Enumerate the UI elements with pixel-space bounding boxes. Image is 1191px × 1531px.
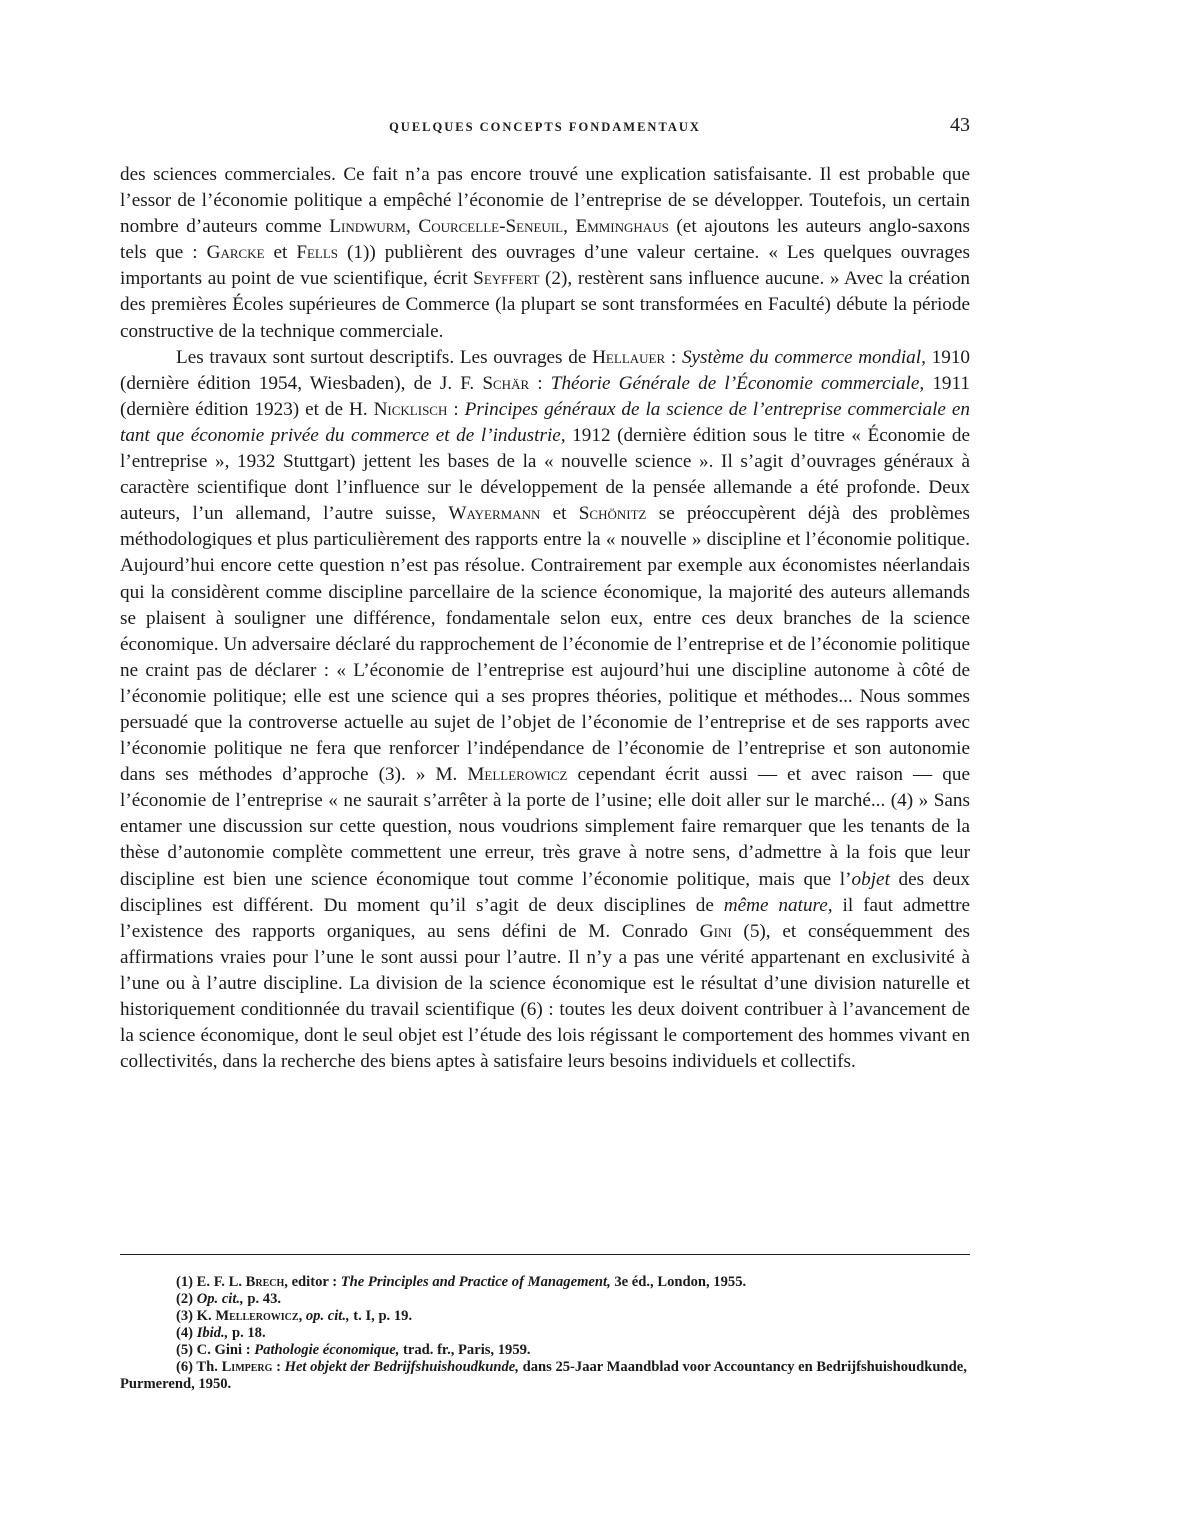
reference: op. cit., — [305, 1308, 350, 1324]
reference: Ibid., — [196, 1325, 229, 1341]
text-run: (5), et conséquemment des affirmations vraies pour l’une le sont aussi pour l’autre. Il n’y a pas une vérité appartenant en exclusivité à l’une ou à l’autre discipline. La division de la science économique est le résultat d’une division naturelle et historiquement conditionnée du travail scientifique (6) : toutes les deux doivent contribuer à l’avancement de la science économique, dont le seul objet est l’étude des lois régissant le comportement des hommes vivant en collectivités, dans la recherche des biens aptes à satisfaire leurs besoins individuels et collectifs. — [120, 920, 970, 1073]
text-run: 3e éd., London, 1955. — [610, 1274, 747, 1290]
footnote-2 — [120, 1291, 970, 1308]
footnote-number: (5) — [176, 1342, 194, 1358]
book-title: Système du commerce mondial, — [681, 346, 926, 368]
text-run: cependant écrit aussi — et avec raison — que l’économie de l’entreprise « ne saurait s’arrêter à la porte de l’usine; elle doit aller sur le marché... (4) » Sans entamer une discussion sur cette question, nous voudrions simplement faire remarquer que les tenants de la thèse d’autonomie complète commettent une erreur, très grave à notre sens, d’admettre à la fois que leur discipline est bien une science économique tout comme l’économie politique, mais que l’ — [120, 764, 970, 890]
running-header — [120, 114, 970, 140]
text-run: se préoccupèrent déjà des problèmes méthodologiques et plus particulièrement des rapports entre la « nouvelle » discipline et l’économie politique. Aujourd’hui encore cette question n’est pas résolue. Contrairement par exemple aux économistes néerlandais qui la considèrent comme discipline parcellaire de la science économique, la majorité des auteurs allemands se plaisent à souligner une différence, fondamentale selon eux, entre ces deux branches de la science économique. Un adversaire déclaré du rapprochement de l’économie de l’entreprise et de l’économie politique ne craint pas de déclarer : « L’économie de l’entreprise est aujourd’hui une discipline autonome à côté de l’économie politique; elle est une science qui a ses propres théories, politique et méthodes... Nous sommes persuadé que la controverse actuelle au sujet de l’objet de l’économie de l’entreprise et de ses rapports avec l’économie politique ne fera que renforcer l’indépendance de l’économie de l’entreprise et son autonomie dans ses méthodes d’approche (3). » M. — [120, 503, 970, 786]
footnote-5 — [120, 1342, 970, 1359]
text-run: dans 25-Jaar Maandblad voor Accountancy en Bedrijfshuishoudkunde, Purmerend, 1950. — [120, 1359, 967, 1392]
text-run: : — [665, 346, 682, 368]
text-run: , — [405, 216, 419, 238]
text-run: (et ajoutons les auteurs anglo-saxons tels que : — [120, 216, 971, 264]
text-run: trad. fr., Paris, 1959. — [399, 1342, 531, 1358]
text-run: , editor : — [284, 1274, 341, 1290]
footnote-rule — [120, 1254, 970, 1255]
author-name: Schär — [482, 372, 530, 394]
text-run: : — [447, 398, 465, 420]
author-name: Gini — [699, 920, 732, 942]
book-title: Het objekt der Bedrijfshuishoudkunde, — [284, 1359, 519, 1375]
footnote-number: (1) — [176, 1274, 194, 1290]
author-name: Schönitz — [578, 503, 647, 525]
text-run: Th. — [193, 1359, 222, 1375]
footnotes — [120, 1274, 970, 1393]
text-run: et — [264, 242, 297, 264]
author-name: Lindwurm — [329, 216, 406, 238]
book-title: Principes généraux de la science de l’entreprise commerciale en tant que économie privée du commerce et de l’industrie, — [120, 398, 970, 446]
author-name: Hellauer — [592, 346, 666, 368]
book-title: Pathologie économique, — [254, 1342, 400, 1358]
author-name: Brech — [245, 1274, 285, 1290]
text-run: p. 43. — [243, 1291, 282, 1307]
footnote-1 — [120, 1274, 970, 1291]
book-title: The Principles and Practice of Management, — [340, 1274, 611, 1290]
text-run: 1910 (dernière édition 1954, Wiesbaden), de J. F. — [120, 346, 970, 394]
text-run: 1911 (dernière édition 1923) et de H. — [120, 372, 970, 420]
text-run: (1)) publièrent des ouvrages d’une valeur certaine. « Les quelques ouvrages importants au point de vue scientifique, écrit — [120, 242, 970, 290]
paragraph-2 — [120, 345, 970, 1076]
footnote-number: (2) — [176, 1291, 194, 1307]
author-name: Mellerowicz — [215, 1308, 299, 1324]
body-text — [120, 162, 970, 1075]
emphasis: même nature, — [723, 894, 833, 916]
author-name: Nicklisch — [373, 398, 448, 420]
text-run: , — [298, 1308, 306, 1324]
author-name: Seyffert — [473, 268, 540, 290]
text-run: , — [563, 216, 576, 238]
text-run: 1912 (dernière édition sous le titre « Économie de l’entreprise », 1932 Stuttgart) jettent les bases de la « nouvelle science ». Il s’agit d’ouvrages généraux à caractère scientifique dont l’influence sur le développement de la pensée allemande a été profonde. Deux auteurs, l’un allemand, l’autre suisse, — [120, 424, 970, 525]
emphasis: objet — [851, 868, 890, 890]
text-run: des deux disciplines est différent. Du moment qu’il s’agit de deux disciplines de — [120, 868, 971, 916]
footnote-3 — [120, 1308, 970, 1325]
text-run: E. F. L. — [193, 1274, 246, 1290]
text-run: : — [272, 1359, 285, 1375]
running-title: QUELQUES CONCEPTS FONDAMENTAUX — [389, 120, 701, 134]
reference: Op. cit., — [196, 1291, 244, 1307]
author-name: Wayermann — [448, 503, 541, 525]
text-run: il faut admettre l’existence des rapports organiques, au sens défini de M. Conrado — [120, 894, 970, 942]
paragraph-1 — [120, 162, 970, 345]
author-name: Fells — [296, 242, 339, 264]
author-name: Mellerowicz — [467, 764, 568, 786]
footnote-number: (3) — [176, 1308, 194, 1324]
footnote-6 — [120, 1359, 970, 1393]
text-run: t. I, p. 19. — [349, 1308, 413, 1324]
author-name: Courcelle-Seneuil — [418, 216, 564, 238]
author-name: Limperg — [221, 1359, 273, 1375]
footnote-number: (6) — [176, 1359, 194, 1375]
footnote-number: (4) — [176, 1325, 194, 1341]
text-run: des sciences commerciales. Ce fait n’a pas encore trouvé une explication satisfaisante. Il est probable que l’essor de l’économie politique a empêché l’économie de l’entreprise de se développer. Toutefois, un certain nombre d’auteurs comme — [120, 164, 970, 238]
book-title: Théorie Générale de l’Économie commerciale, — [550, 372, 925, 394]
text-run: K. — [193, 1308, 216, 1324]
text-run: (2), restèrent sans influence aucune. » Avec la création des premières Écoles supérieures de Commerce (la plupart se sont transformées en Faculté) débute la période constructive de la technique commerciale. — [120, 268, 970, 342]
text-run: et — [540, 503, 579, 525]
text-run: p. 18. — [228, 1325, 266, 1341]
page-number: 43 — [950, 114, 970, 136]
text-run: C. Gini : — [193, 1342, 255, 1358]
author-name: Emminghaus — [575, 216, 669, 238]
footnote-4 — [120, 1325, 970, 1342]
text-run: : — [529, 372, 551, 394]
author-name: Garcke — [206, 242, 265, 264]
text-run: Les travaux sont surtout descriptifs. Les ouvrages de — [176, 346, 593, 368]
